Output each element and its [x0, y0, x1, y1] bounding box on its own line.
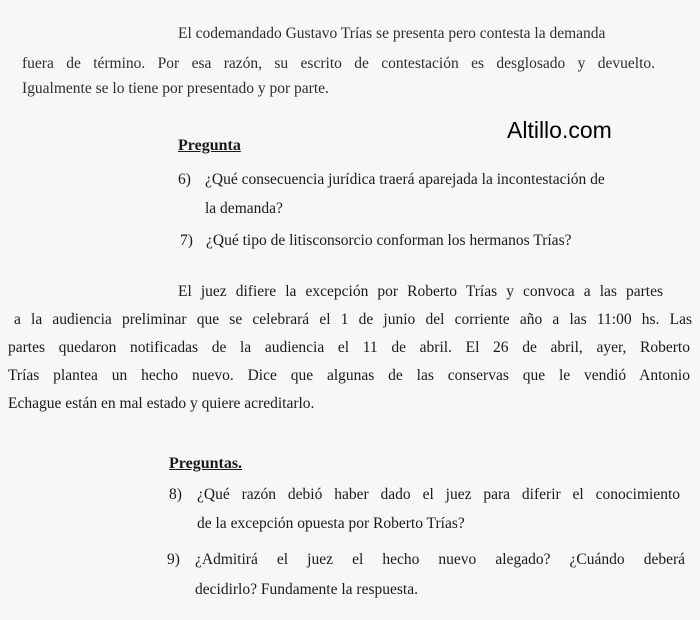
- question-8-line-1: ¿Qué razón debió haber dado el juez para diferir el conocimiento: [197, 486, 680, 503]
- question-6-number: 6): [178, 171, 191, 188]
- question-6-line-2: la demanda?: [205, 200, 283, 217]
- paragraph-1-line-1: El codemandado Gustavo Trías se presenta pero contesta la demanda: [178, 25, 606, 42]
- question-6-line-1: ¿Qué consecuencia jurídica traerá aparejada la incontestación de: [205, 171, 605, 188]
- question-7-number: 7): [180, 232, 193, 249]
- paragraph-2-line-1: El juez difiere la excepción por Roberto Trías y convoca a las partes: [178, 283, 663, 300]
- section-1-heading: Pregunta: [178, 137, 241, 154]
- paragraph-1-line-3: Igualmente se lo tiene por presentado y por parte.: [22, 80, 329, 97]
- question-8-number: 8): [169, 486, 182, 503]
- section-2-heading: Preguntas.: [169, 455, 243, 472]
- watermark-logo: Altillo.com: [507, 117, 612, 143]
- paragraph-2-line-3: partes quedaron notificadas de la audiencia el 11 de abril. El 26 de abril, ayer, Roberto: [8, 339, 690, 356]
- paragraph-1-line-2: fuera de término. Por esa razón, su escrito de contestación es desglosado y devuelto.: [22, 55, 655, 72]
- paragraph-2-line-5: Echague están en mal estado y quiere acreditarlo.: [8, 395, 315, 412]
- question-9-line-1: ¿Admitirá el juez el hecho nuevo alegado? ¿Cuándo deberá: [195, 551, 685, 568]
- question-9-number: 9): [167, 551, 180, 568]
- paragraph-2-line-4: Trías plantea un hecho nuevo. Dice que algunas de las conservas que le vendió Antonio: [8, 367, 690, 384]
- question-9-line-2: decidirlo? Fundamente la respuesta.: [195, 581, 418, 598]
- question-8-line-2: de la excepción opuesta por Roberto Trías?: [197, 515, 465, 532]
- paragraph-2-line-2: a la audiencia preliminar que se celebrará el 1 de junio del corriente año a las 11:00 hs. Las: [14, 311, 692, 328]
- question-7-line-1: ¿Qué tipo de litisconsorcio conforman los hermanos Trías?: [206, 232, 572, 249]
